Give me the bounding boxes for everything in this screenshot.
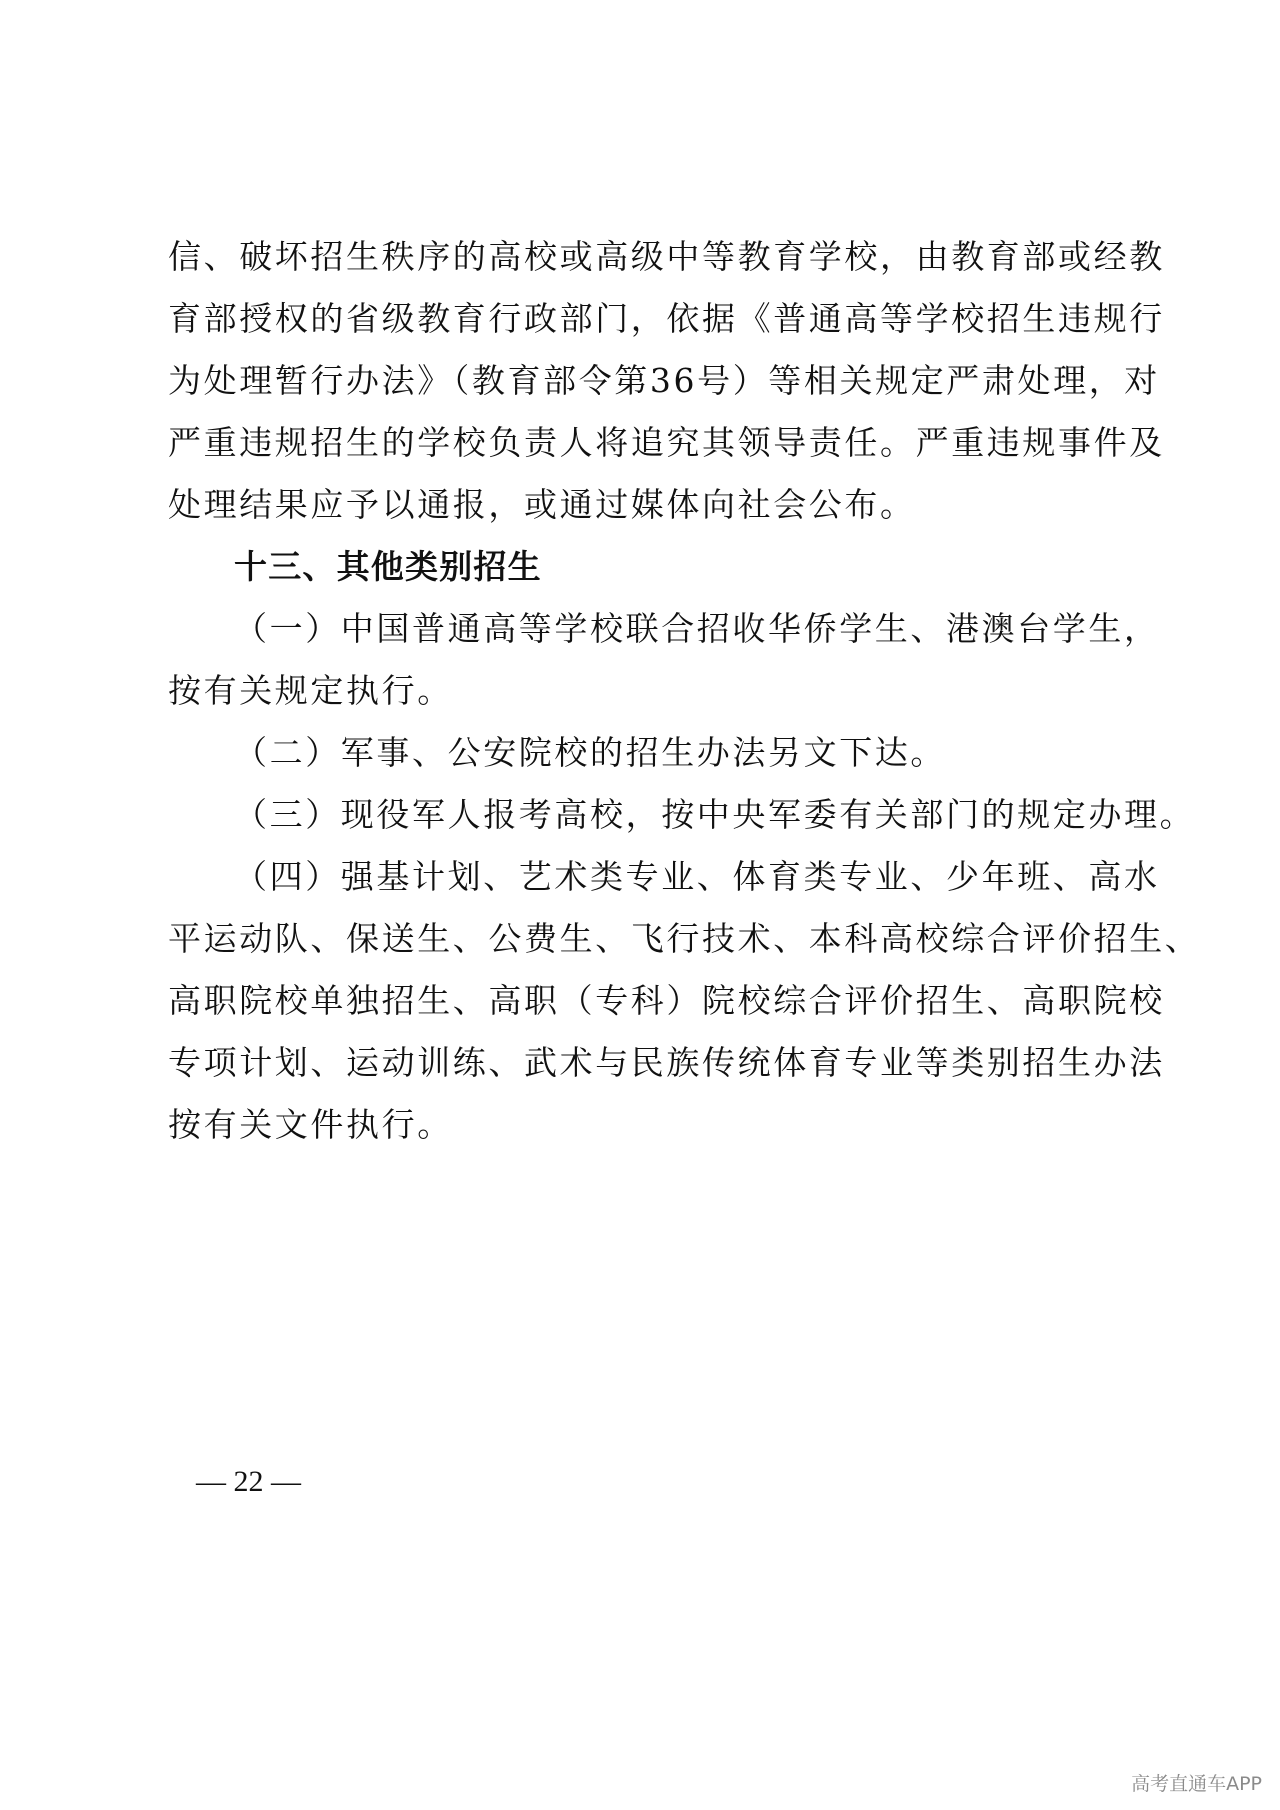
paragraph-line: 处理结果应予以通报，或通过媒体向社会公布。 xyxy=(168,485,916,524)
list-item-4-line: 高职院校单独招生、高职（专科）院校综合评价招生、高职院校 xyxy=(168,981,1165,1020)
paragraph-line: 为处理暂行办法》（教育部令第36号）等相关规定严肃处理，对 xyxy=(168,361,1160,400)
page-number: — 22 — xyxy=(196,1465,301,1498)
paragraph-line: 信、破坏招生秩序的高校或高级中等教育学校，由教育部或经教 xyxy=(168,237,1165,276)
watermark: 高考直通车APP xyxy=(1131,1773,1262,1795)
list-item-3-line: （三）现役军人报考高校，按中央军委有关部门的规定办理。 xyxy=(234,795,1196,834)
document-body xyxy=(168,226,1201,1156)
list-item-1-line: （一）中国普通高等学校联合招收华侨学生、港澳台学生， xyxy=(234,609,1160,648)
paragraph-line: 严重违规招生的学校负责人将追究其领导责任。严重违规事件及 xyxy=(168,423,1165,462)
list-item-4-line: 平运动队、保送生、公费生、飞行技术、本科高校综合评价招生、 xyxy=(168,919,1201,958)
list-item-4-line: 专项计划、运动训练、武术与民族传统体育专业等类别招生办法 xyxy=(168,1043,1165,1082)
list-item-4-line: （四）强基计划、艺术类专业、体育类专业、少年班、高水 xyxy=(234,857,1160,896)
section-heading: 十三、其他类别招生 xyxy=(234,547,542,586)
list-item-2-line: （二）军事、公安院校的招生办法另文下达。 xyxy=(234,733,946,772)
list-item-4-line: 按有关文件执行。 xyxy=(168,1105,453,1144)
paragraph-line: 育部授权的省级教育行政部门，依据《普通高等学校招生违规行 xyxy=(168,299,1165,338)
list-item-1-line: 按有关规定执行。 xyxy=(168,671,453,710)
